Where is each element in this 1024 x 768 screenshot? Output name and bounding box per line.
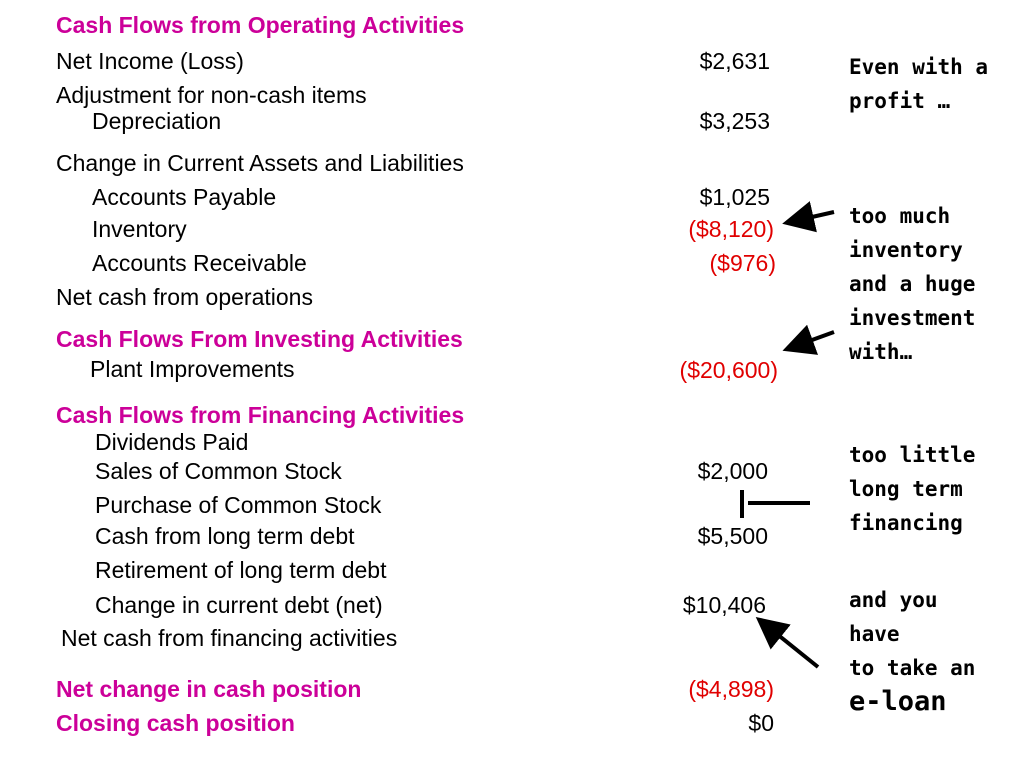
net-cash-operations-label: Net cash from operations bbox=[56, 284, 313, 310]
plant-improvements-label: Plant Improvements bbox=[90, 356, 295, 382]
accounts-receivable-label: Accounts Receivable bbox=[92, 250, 307, 276]
accounts-payable-label: Accounts Payable bbox=[92, 184, 277, 210]
note-profit-line: Even with a bbox=[849, 55, 989, 79]
note-profit-line: profit … bbox=[849, 89, 951, 113]
current-debt-value: $10,406 bbox=[682, 592, 766, 618]
net-cash-financing-label: Net cash from financing activities bbox=[61, 625, 398, 651]
depreciation-value: $3,253 bbox=[699, 108, 770, 134]
note-loan-line: have bbox=[849, 622, 900, 646]
sales-common-stock-value: $2,000 bbox=[697, 458, 768, 484]
accounts-payable-value: $1,025 bbox=[699, 184, 770, 210]
purchase-common-stock-label: Purchase of Common Stock bbox=[95, 492, 382, 518]
arrow-loan bbox=[762, 622, 818, 667]
note-loan-line: to take an bbox=[849, 656, 976, 680]
inventory-label: Inventory bbox=[92, 216, 187, 242]
note-financing-line: long term bbox=[849, 477, 963, 501]
dividends-paid-label: Dividends Paid bbox=[95, 429, 249, 455]
financing-heading: Cash Flows from Financing Activities bbox=[56, 402, 465, 428]
accounts-receivable-value: ($976) bbox=[709, 250, 776, 276]
sales-common-stock-label: Sales of Common Stock bbox=[95, 458, 342, 484]
retirement-debt-label: Retirement of long term debt bbox=[95, 557, 387, 583]
note-loan-line: e-loan bbox=[849, 686, 947, 717]
long-term-debt-value: $5,500 bbox=[697, 523, 768, 549]
operating-heading: Cash Flows from Operating Activities bbox=[56, 12, 465, 38]
depreciation-label: Depreciation bbox=[92, 108, 222, 134]
long-term-debt-label: Cash from long term debt bbox=[95, 523, 355, 549]
note-financing-line: too little bbox=[849, 443, 976, 467]
net-change-label: Net change in cash position bbox=[56, 676, 362, 702]
net-income-value: $2,631 bbox=[699, 48, 770, 74]
investing-heading: Cash Flows From Investing Activities bbox=[56, 326, 463, 352]
note-inventory-line: too much bbox=[849, 204, 951, 228]
note-inventory-line: and a huge bbox=[849, 272, 976, 296]
arrow-inventory bbox=[790, 212, 834, 222]
inventory-value: ($8,120) bbox=[688, 216, 774, 242]
adjustment-label: Adjustment for non-cash items bbox=[56, 82, 367, 108]
note-financing-line: financing bbox=[849, 511, 963, 535]
change-label: Change in Current Assets and Liabilities bbox=[56, 150, 464, 176]
note-inventory-line: investment bbox=[849, 306, 976, 330]
note-inventory-line: inventory bbox=[849, 238, 963, 262]
plant-improvements-value: ($20,600) bbox=[679, 357, 778, 383]
net-change-value: ($4,898) bbox=[688, 676, 774, 702]
closing-value: $0 bbox=[748, 710, 774, 736]
arrow-investment bbox=[790, 332, 834, 348]
net-income-label: Net Income (Loss) bbox=[56, 48, 244, 74]
note-loan-line: and you bbox=[849, 588, 938, 612]
closing-label: Closing cash position bbox=[56, 710, 295, 736]
note-inventory-line: with… bbox=[849, 340, 913, 364]
current-debt-label: Change in current debt (net) bbox=[95, 592, 383, 618]
